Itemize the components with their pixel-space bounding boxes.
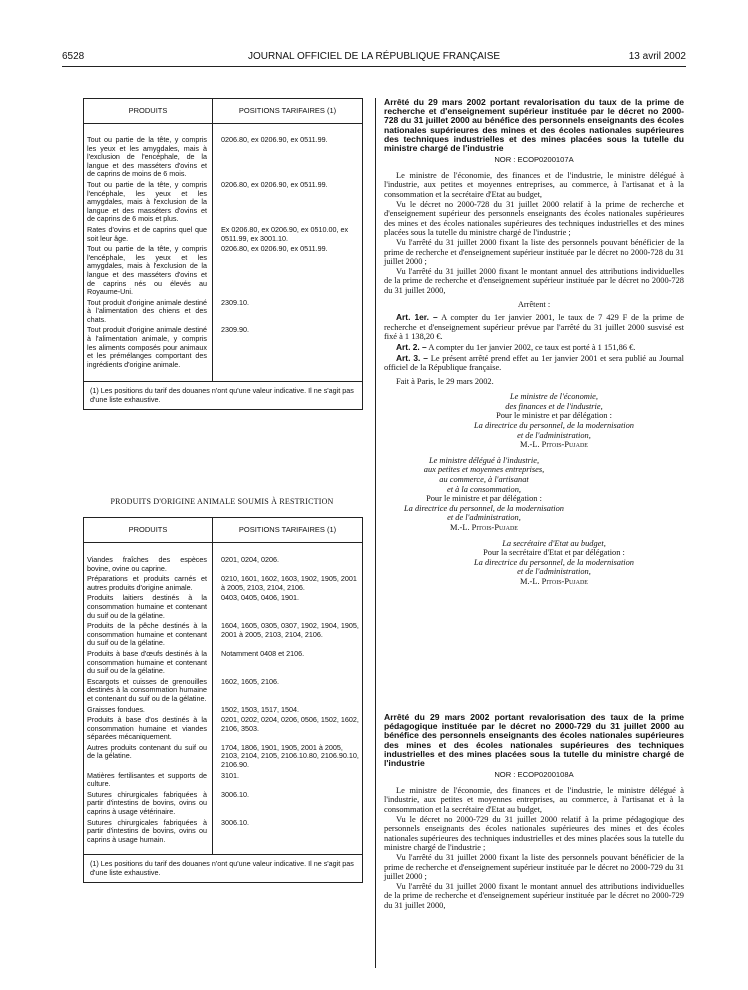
signature-line: au commerce, à l'artisanat xyxy=(439,475,529,485)
table-row xyxy=(84,744,362,770)
signatory-name: M.-L. Pitois-Pujade xyxy=(520,440,588,450)
table-row xyxy=(84,706,362,715)
positions-cell: 3006.10. xyxy=(221,817,249,827)
positions-cell: 0201, 0204, 0206. xyxy=(221,555,279,564)
product-cell: Produits de la pêche destinés à la consommation humaine et contenant du suif ou de la gélatine. xyxy=(87,621,207,648)
signature-line: La directrice du personnel, de la modernisation xyxy=(404,503,564,513)
table-row xyxy=(84,556,362,573)
paragraph: Vu l'arrêté du 31 juillet 2000 fixant la liste des personnels pouvant bénéficier de la prime de recherche et d'enseignement supérieur instituée par le décret no 2000-728 du 31 juillet 2000 ; xyxy=(384,237,684,267)
signature-block-3 xyxy=(384,539,684,587)
positions-cell: 0206.80, ex 0206.90, ex 0511.99. xyxy=(221,244,328,254)
signature-line: Pour la secrétaire d'Etat et par délégation : xyxy=(483,548,625,558)
table-row xyxy=(84,622,362,648)
signature-line: Pour le ministre et par délégation : xyxy=(496,411,612,421)
page-header xyxy=(62,51,686,65)
positions-cell: 3101. xyxy=(221,770,239,780)
paragraph: Vu l'arrêté du 31 juillet 2000 fixant le montant annuel des attributions individuelles de la prime de recherche et d'enseignement supérieur instituée par le décret no 2000-729 du 31 juillet 2000, xyxy=(384,881,684,910)
table-row xyxy=(84,299,362,325)
signature-line: La secrétaire d'Etat au budget, xyxy=(502,538,606,548)
signature-line: et à la consommation, xyxy=(447,484,521,494)
table-row xyxy=(84,819,362,845)
table-row xyxy=(84,136,362,179)
positions-cell: 1602, 1605, 2106. xyxy=(221,676,279,686)
article-text: Le présent arrêté prend effet au 1er janvier 2001 et sera publié au Journal officiel de la République française. xyxy=(384,353,684,373)
paragraph: Vu le décret no 2000-729 du 31 juillet 2000 relatif à la prime pédagogique des personnels enseignants des écoles nationales supérieures des mines et des écoles nationales supérieures des techniques industrielles et des mines placées sous la tutelle du ministre chargé de l'industrie ; xyxy=(384,814,684,853)
fait-a-paris: Fait à Paris, le 29 mars 2002. xyxy=(396,376,494,386)
paragraph: Le ministre de l'économie, des finances et de l'industrie, le ministre délégué à l'industrie, aux petites et moyennes entreprises, au commerce, à l'artisanat et à la consommation et la secrétaire d'Etat au budget, xyxy=(384,170,684,199)
positions-cell: 0206.80, ex 0206.90, ex 0511.99. xyxy=(221,179,328,189)
page-number: 6528 xyxy=(62,51,85,62)
table-row xyxy=(84,594,362,620)
header-rule xyxy=(62,66,686,67)
table-footnote: (1) Les positions du tarif des douanes n'ont qu'une valeur indicative. Il ne s'agit pas d'une liste exhaustive. xyxy=(84,854,362,881)
positions-cell: 1604, 1605, 0305, 0307, 1902, 1904, 1905, 2001 à 2005, 2103, 2104, 2106. xyxy=(221,621,359,639)
arrete-2 xyxy=(384,713,684,911)
table-row xyxy=(84,678,362,704)
article xyxy=(384,343,684,353)
paragraph: Le ministre de l'économie, des finances et de l'industrie, le ministre délégué à l'industrie, aux petites et moyennes entreprises, au commerce, à l'artisanat et à la consommation et la secrétaire d'Etat au budget, xyxy=(384,785,684,814)
article-label: Art. 1er. – xyxy=(396,312,438,323)
arrete-title: Arrêté du 29 mars 2002 portant revalorisation du taux de la prime de recherche et d'enseignement supérieur instituée par le décret no 2000-728 du 31 juillet 2000 au bénéfice des personnels enseignants des écoles nationales supérieures des mines et des écoles nationales supérieures des techniques industrielles et des mines placées sous la tutelle du ministre chargé de l'industrie xyxy=(384,97,684,154)
journal-title: JOURNAL OFFICIEL DE LA RÉPUBLIQUE FRANÇAISE xyxy=(247,51,501,62)
positions-cell: Ex 0206.80, ex 0206.90, ex 0510.00, ex 0511.99, ex 3001.10. xyxy=(221,224,349,243)
signature-block-2 xyxy=(364,456,684,533)
column-header-products: PRODUITS xyxy=(128,525,168,534)
product-cell: Tout ou partie de la tête, y compris les yeux et les amygdales, mais à l'exclusion de l'encéphale, de la langue et des masséters d'ovins et de caprins de moins de 6 mois. xyxy=(87,135,207,179)
signature-line: des finances et de l'industrie, xyxy=(505,401,603,411)
paragraph: Vu l'arrêté du 31 juillet 2000 fixant le montant annuel des attributions individuelles de la prime de recherche et d'enseignement supérieur instituée par le décret no 2000-728 du 31 juillet 2000, xyxy=(384,266,684,295)
article-label: Art. 2. – xyxy=(396,341,427,352)
positions-cell: 2309.90. xyxy=(221,325,249,335)
table-header xyxy=(84,518,362,543)
nor-reference: NOR : ECOP0200107A xyxy=(494,155,574,165)
signatory-name: M.-L. Pitois-Pujade xyxy=(520,576,588,586)
signatory-name: M.-L. Pitois-Pujade xyxy=(450,523,518,532)
signature-line: Le ministre délégué à l'industrie, xyxy=(428,455,540,465)
product-cell: Escargots et cuisses de grenouilles destinés à la consommation humaine et contenant du suif ou de la gélatine. xyxy=(87,676,207,703)
table-row xyxy=(84,791,362,817)
column-separator xyxy=(375,98,376,968)
product-cell: Autres produits contenant du suif ou de la gélatine. xyxy=(87,742,207,761)
arrete-title: Arrêté du 29 mars 2002 portant revalorisation des taux de la prime pédagogique instituée par le décret no 2000-729 du 31 juillet 2000 au bénéfice des personnels enseignants des écoles nationales supérieures des mines et des écoles nationales supérieures des techniques industrielles et des mines placées sous la tutelle du ministre chargé de l'industrie xyxy=(384,712,684,769)
positions-cell: 1502, 1503, 1517, 1504. xyxy=(221,704,299,714)
arrete-1 xyxy=(384,98,684,587)
article-text: A compter du 1er janvier 2002, ce taux est porté à 1 151,86 €. xyxy=(428,342,636,352)
article-label: Art. 3. – xyxy=(396,352,428,363)
product-cell: Tout produit d'origine animale destiné à l'alimentation des chiens et des chats. xyxy=(87,297,207,324)
table-body xyxy=(84,543,362,854)
article xyxy=(384,354,684,373)
product-cell: Produits laitiers destinés à la consommation humaine et contenant du suif ou de la gélatine. xyxy=(87,593,207,620)
signature-line: et de l'administration, xyxy=(517,430,591,440)
positions-cell: 0206.80, ex 0206.90, ex 0511.99. xyxy=(221,135,328,144)
article xyxy=(384,313,684,342)
product-cell: Produits à base d'os destinés à la consommation humaine et viandes séparées mécaniquement. xyxy=(87,715,207,742)
article-text: A compter du 1er janvier 2001, le taux de 7 429 F de la prime de recherche et d'enseignement supérieur prévue par l'arrêté du 31 juillet 2000 susvisé est fixé à 1 138,20 €. xyxy=(384,313,684,342)
product-cell: Produits à base d'œufs destinés à la consommation humaine et contenant du suif ou de la gélatine. xyxy=(87,648,207,676)
positions-cell: 2309.10. xyxy=(221,297,249,307)
table-footnote: (1) Les positions du tarif des douanes n'ont qu'une valeur indicative. Il ne s'agit pas d'une liste exhaustive. xyxy=(84,381,362,408)
positions-cell: 1704, 1806, 1901, 1905, 2001 à 2005, 2103, 2104, 2105, 2106.10.80, 2106.90.10, 2106.90. xyxy=(221,742,359,770)
table-row xyxy=(84,326,362,369)
table-row xyxy=(84,716,362,742)
positions-cell: 3006.10. xyxy=(221,789,249,799)
signature-line: et de l'administration, xyxy=(447,513,521,523)
table-row xyxy=(84,772,362,789)
signature-line: Le ministre de l'économie, xyxy=(509,392,598,402)
column-header-positions: POSITIONS TARIFAIRES (1) xyxy=(238,525,337,534)
product-cell: Tout produit d'origine animale destiné à l'alimentation animale, y compris les aliments composés pour animaux et les prémélanges comportant des ingrédients d'origine animale. xyxy=(87,325,207,369)
table-row xyxy=(84,181,362,224)
tariff-table-1 xyxy=(83,98,363,410)
positions-cell: 0403, 0405, 0406, 1901. xyxy=(221,593,299,603)
signature-line: aux petites et moyennes entreprises, xyxy=(423,465,545,475)
product-cell: Viandes fraîches des espèces bovine, ovine ou caprine. xyxy=(87,555,207,573)
table-row xyxy=(84,650,362,676)
table-header xyxy=(84,99,362,124)
section-title: PRODUITS D'ORIGINE ANIMALE SOUMIS À RESTRICTION xyxy=(110,497,334,506)
product-cell: Graisses fondues. xyxy=(87,704,145,714)
positions-cell: Notamment 0408 et 2106. xyxy=(221,648,305,658)
signature-block-1 xyxy=(384,392,684,450)
product-cell: Préparations et produits carnés et autres produits d'origine animale. xyxy=(87,574,207,592)
issue-date: 13 avril 2002 xyxy=(628,51,686,62)
nor-reference: NOR : ECOP0200108A xyxy=(494,770,574,780)
table-row xyxy=(84,226,362,243)
column-header-products: PRODUITS xyxy=(128,106,168,115)
table-row xyxy=(84,245,362,297)
signature-line: Pour le ministre et par délégation : xyxy=(426,494,542,504)
signature-line: et de l'administration, xyxy=(517,567,591,577)
positions-cell: 0210, 1601, 1602, 1603, 1902, 1905, 2001 à 2005, 2103, 2104, 2106. xyxy=(221,574,357,592)
signature-line: La directrice du personnel, de la modernisation xyxy=(474,421,634,431)
product-cell: Tout ou partie de la tête, y compris l'encéphale, les yeux et les amygdales, mais à l'exclusion de la langue et des masséters d'ovins et de caprins de 6 mois et plus. xyxy=(87,179,207,224)
tariff-table-2 xyxy=(83,517,363,883)
product-cell: Matières fertilisantes et supports de culture. xyxy=(87,770,207,789)
product-cell: Sutures chirurgicales fabriquées à partir d'intestins de bovins, ovins ou caprins à usage humain. xyxy=(87,817,207,844)
product-cell: Sutures chirurgicales fabriquées à partir d'intestins de bovins, ovins ou caprins à usage vétérinaire. xyxy=(87,789,207,817)
signature-line: La directrice du personnel, de la modernisation xyxy=(474,557,634,567)
table-row xyxy=(84,575,362,592)
product-cell: Rates d'ovins et de caprins quel que soit leur âge. xyxy=(87,224,207,243)
arretent-heading: Arrêtent : xyxy=(517,299,551,309)
product-cell: Tout ou partie de la tête, y compris l'encéphale, les yeux et les amygdales, mais à l'exclusion de la langue et des masséters d'ovins et de caprins nés ou élevés au Royaume-Uni. xyxy=(87,244,207,297)
column-header-positions: POSITIONS TARIFAIRES (1) xyxy=(238,106,337,115)
paragraph: Vu le décret no 2000-728 du 31 juillet 2000 relatif à la prime de recherche et d'enseignement supérieur des personnels enseignants des écoles nationales supérieures des mines et des écoles nationales supérieures des techniques industrielles et des mines placées sous la tutelle du ministre chargé de l'industrie ; xyxy=(384,199,684,238)
table-body xyxy=(84,124,362,381)
paragraph: Vu l'arrêté du 31 juillet 2000 fixant la liste des personnels pouvant bénéficier de la prime de recherche et d'enseignement supérieur instituée par le décret no 2000-729 du 31 juillet 2000 ; xyxy=(384,852,684,882)
positions-cell: 0201, 0202, 0204, 0206, 0506, 1502, 1602, 2106, 3503. xyxy=(221,715,359,733)
